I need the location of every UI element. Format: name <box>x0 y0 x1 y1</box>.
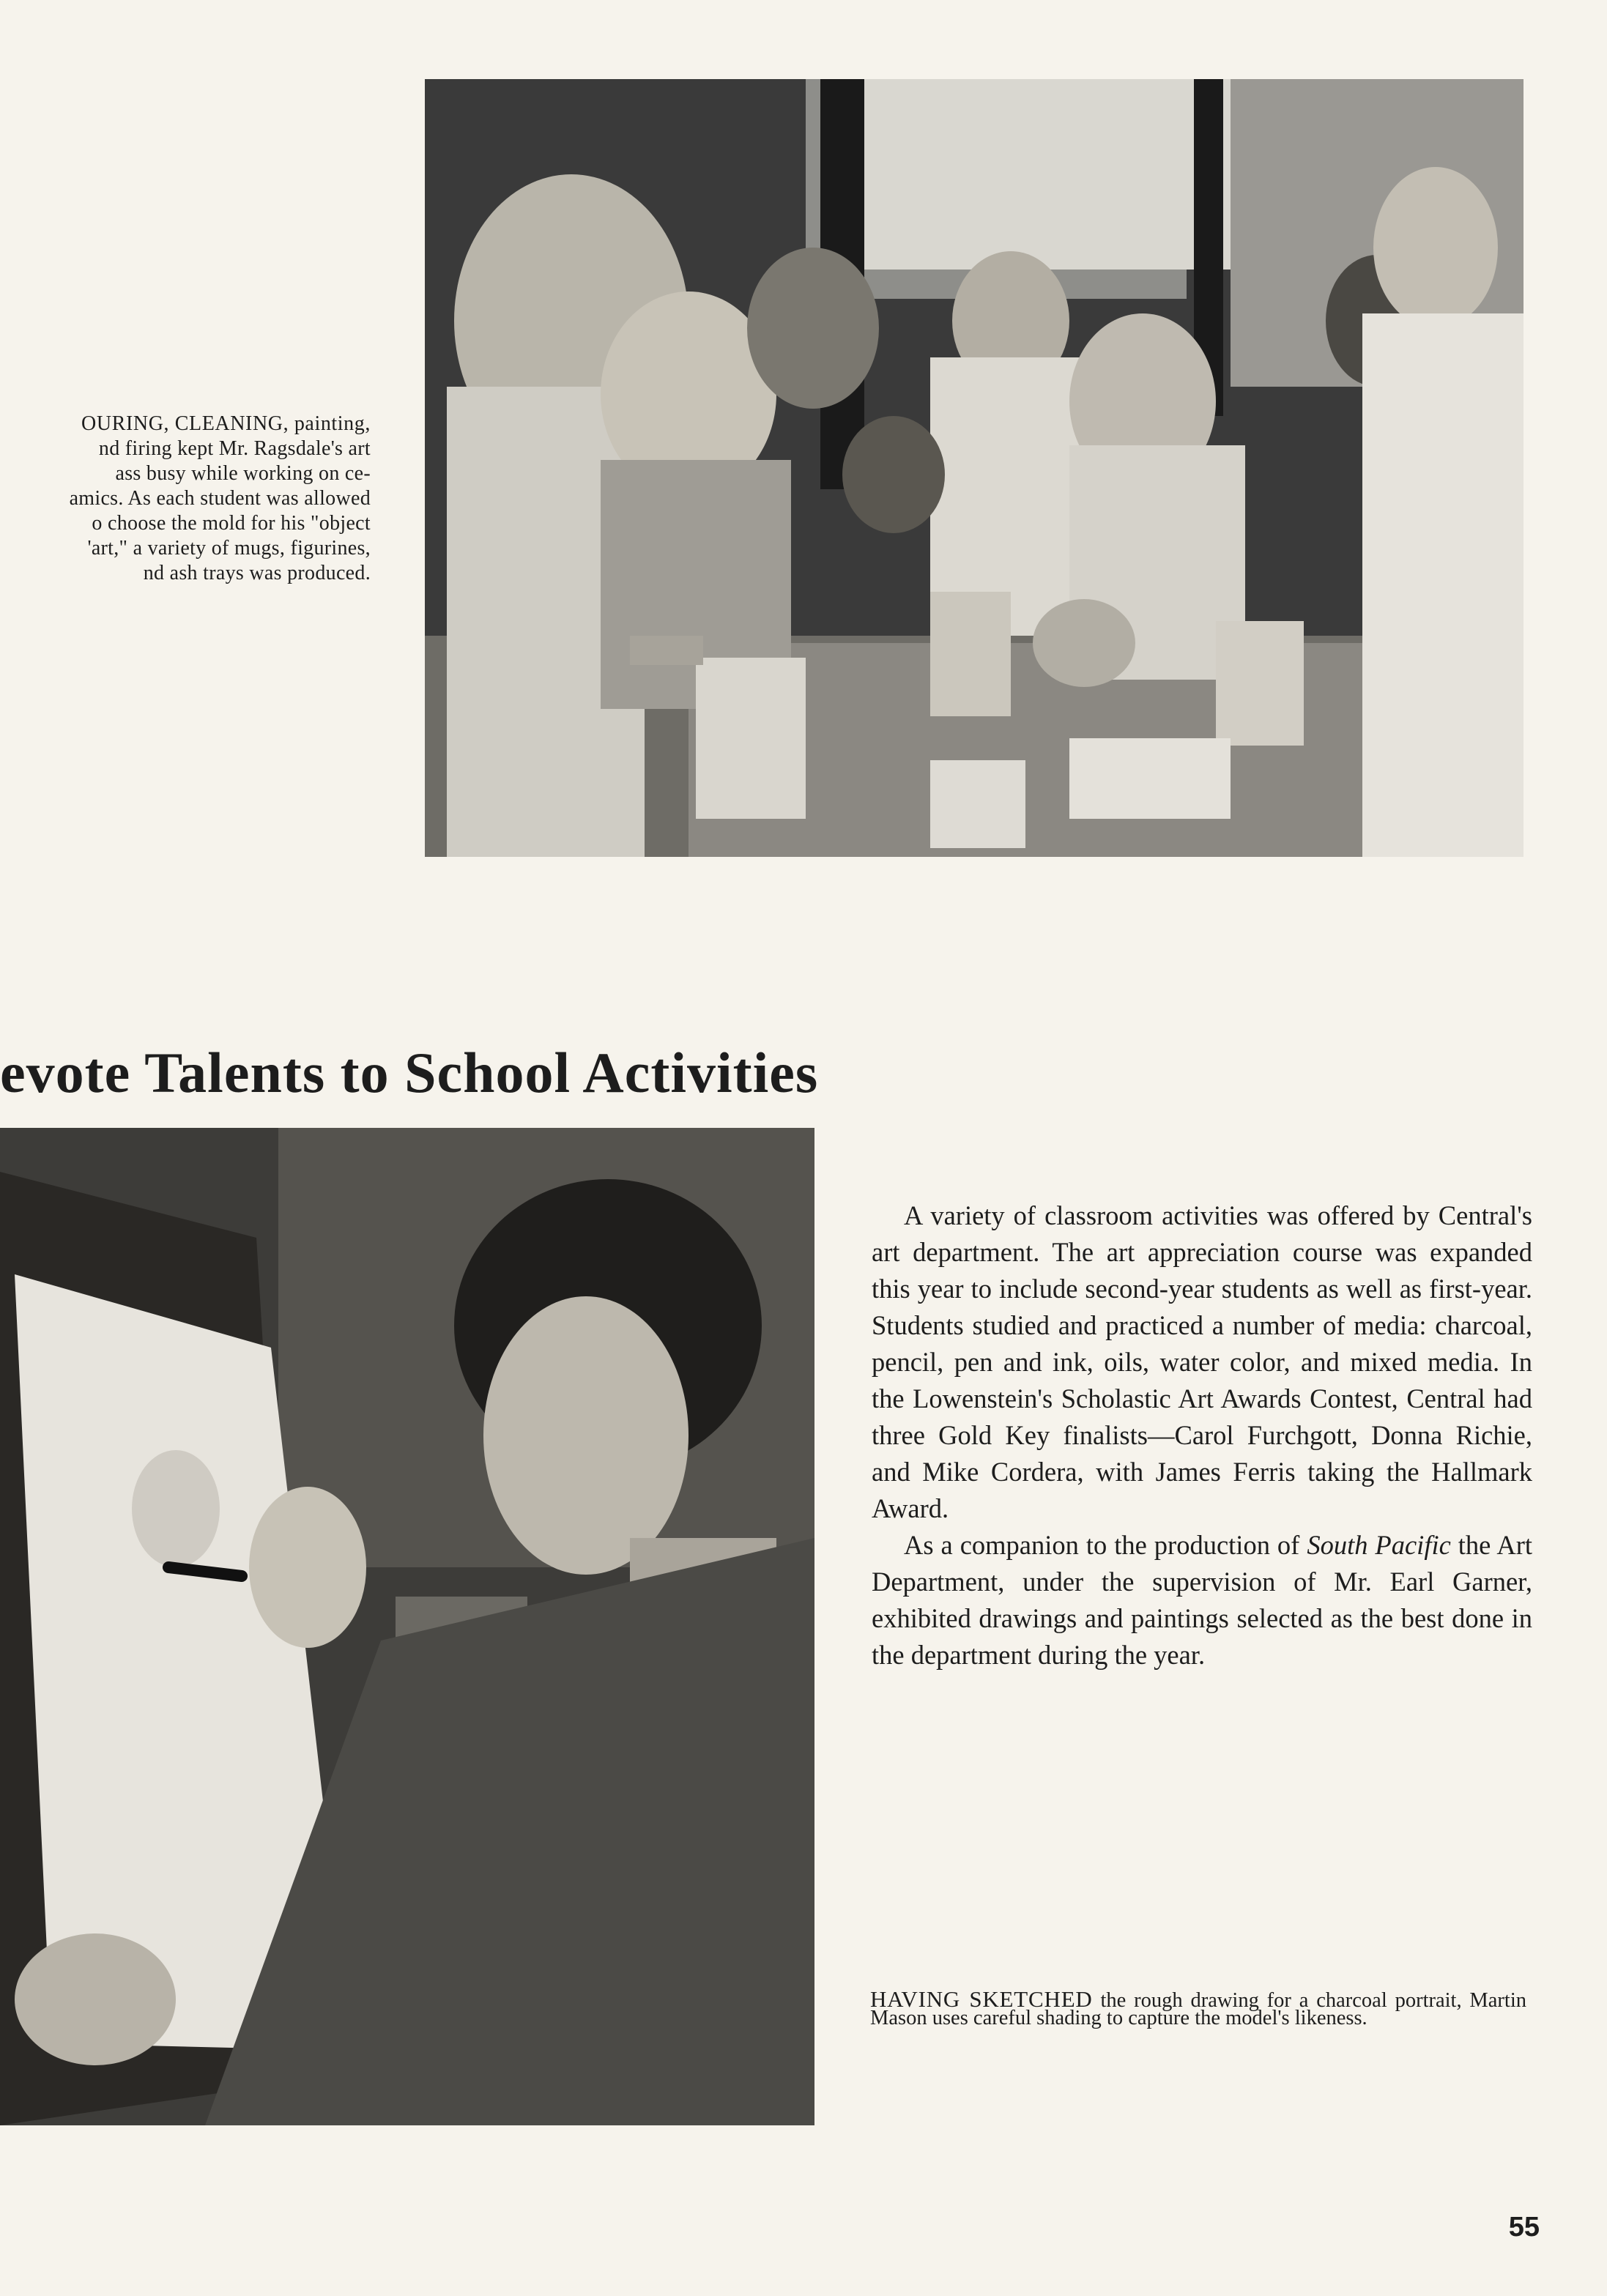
body-paragraph-2-start: As a companion to the production of <box>904 1530 1307 1560</box>
article-body <box>872 1197 1532 1673</box>
caption-line: OURING, CLEANING, painting, <box>81 412 371 435</box>
caption-line: 'art," a variety of mugs, figurines, <box>87 537 371 560</box>
caption-line: o choose the mold for his "object <box>92 512 371 535</box>
caption-line: nd ash trays was produced. <box>143 562 371 584</box>
photo-caption-ceramics <box>0 412 371 586</box>
photo-caption-sketching <box>870 1986 1526 2029</box>
page-headline: evote Talents to School Activities <box>0 1041 819 1104</box>
production-title: South Pacific <box>1307 1530 1451 1560</box>
body-paragraph-2 <box>872 1527 1532 1673</box>
caption-line: ass busy while working on ce- <box>115 462 371 485</box>
caption-lead: HAVING SKETCHED <box>870 1986 1093 2012</box>
ceramics-class-photo <box>425 79 1524 857</box>
caption-line: amics. As each student was allowed <box>69 487 371 510</box>
student-sketching-photo <box>0 1128 814 2125</box>
caption-line: nd firing kept Mr. Ragsdale's art <box>98 437 371 460</box>
body-paragraph-1: A variety of classroom activities was offered by Central's art department. The art appreciation course was expanded this year to include second-year students as well as first-year. Students studied and practiced a number of media: charcoal, pencil, pen and ink, oils, water color, and mixed media. In the Lowenstein's Scholastic Art Awards Contest, Central had three Gold Key finalists—Carol Furchgott, Donna Richie, and Mike Cordera, with James Ferris taking the Hallmark Award. <box>872 1200 1532 1523</box>
caption-text: the rough drawing for a charcoal portrait, Martin Mason uses careful shading to capture the model's likeness. <box>870 1989 1526 2029</box>
body-paragraph-2-end: the Art Department, under the supervision of Mr. Earl Garner, exhibited drawings and paintings selected as the best done in the department during the year. <box>872 1530 1532 1670</box>
page-number: 55 <box>1508 2212 1540 2243</box>
